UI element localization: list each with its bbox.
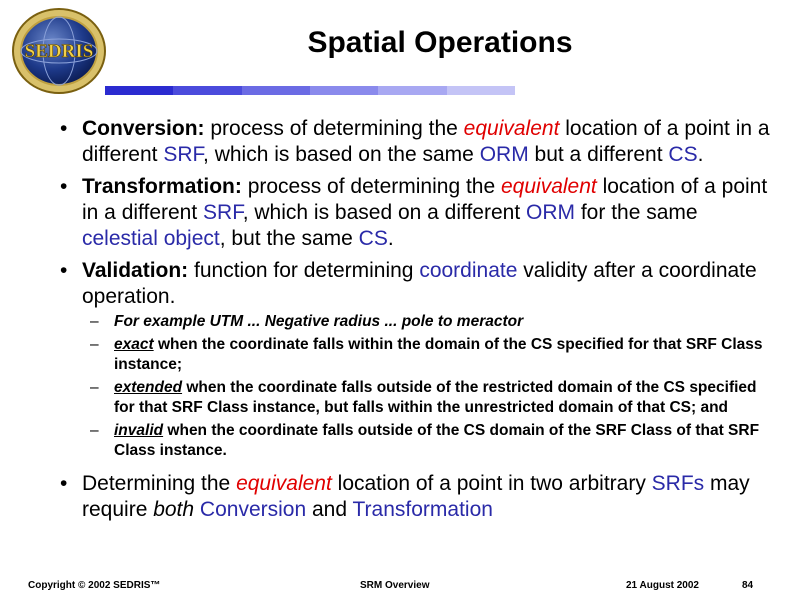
rule-segment <box>173 86 241 95</box>
sub-bullet-extended: – extended when the coordinate falls outside of the restricted domain of the CS specified for that SRF Class instance, but falls within the unrestricted domain of that CS; and <box>56 378 776 418</box>
footer-date: 21 August 2002 <box>626 580 699 591</box>
rule-segment <box>310 86 378 95</box>
keyword-transformation: Transformation <box>352 498 493 521</box>
bullet-validation: • Validation: function for determining coordinate validity after a coordinate operation. <box>56 258 776 310</box>
rule-segment <box>105 86 173 95</box>
keyword-cs: CS <box>358 227 388 250</box>
sub-bullet-invalid: – invalid when the coordinate falls outside of the CS domain of the SRF Class of that SRF Class instance. <box>56 421 776 461</box>
bullet-list <box>56 116 776 529</box>
bullet-determining: • Determining the equivalent location of a point in two arbitrary SRFs may require both Conversion and Transformation <box>56 471 776 523</box>
logo-text: SEDRIS <box>24 41 94 62</box>
keyword-both: both <box>153 498 195 521</box>
keyword-celestial-object: celestial object <box>82 227 220 250</box>
keyword-equivalent: equivalent <box>236 472 332 495</box>
footer-copyright: Copyright © 2002 SEDRIS™ <box>28 580 161 591</box>
rule-segment <box>242 86 310 95</box>
keyword-orm: ORM <box>526 201 576 224</box>
keyword-coordinate: coordinate <box>419 259 518 282</box>
page-title: Spatial Operations <box>307 26 573 59</box>
keyword-srf: SRF <box>163 143 204 166</box>
keyword-srfs: SRFs <box>651 472 705 495</box>
page-number: 84 <box>742 580 754 591</box>
keyword-equivalent: equivalent <box>463 117 560 140</box>
term: Conversion: <box>82 117 205 140</box>
keyword-conversion: Conversion <box>199 498 307 521</box>
sub-bullet-example: – For example UTM ... Negative radius ... pole to meractor <box>56 312 776 332</box>
bullet-conversion: • Conversion: process of determining the equivalent location of a point in a different SRF, which is based on the same ORM but a different CS. <box>56 116 776 168</box>
bullet-transformation: • Transformation: process of determining the equivalent location of a point in a different SRF, which is based on a different ORM for the same celestial object, but the same CS. <box>56 174 776 252</box>
footer-title: SRM Overview <box>360 580 430 591</box>
rule-segment <box>378 86 446 95</box>
keyword-orm: ORM <box>479 143 529 166</box>
keyword-equivalent: equivalent <box>501 175 597 198</box>
sub-bullet-exact: – exact when the coordinate falls within the domain of the CS specified for that SRF Class instance; <box>56 335 776 375</box>
keyword-cs: CS <box>668 143 698 166</box>
term: Validation: <box>82 259 189 282</box>
title-underline <box>105 86 515 95</box>
keyword-srf: SRF <box>203 201 243 224</box>
term: Transformation: <box>82 175 242 198</box>
rule-segment <box>447 86 515 95</box>
